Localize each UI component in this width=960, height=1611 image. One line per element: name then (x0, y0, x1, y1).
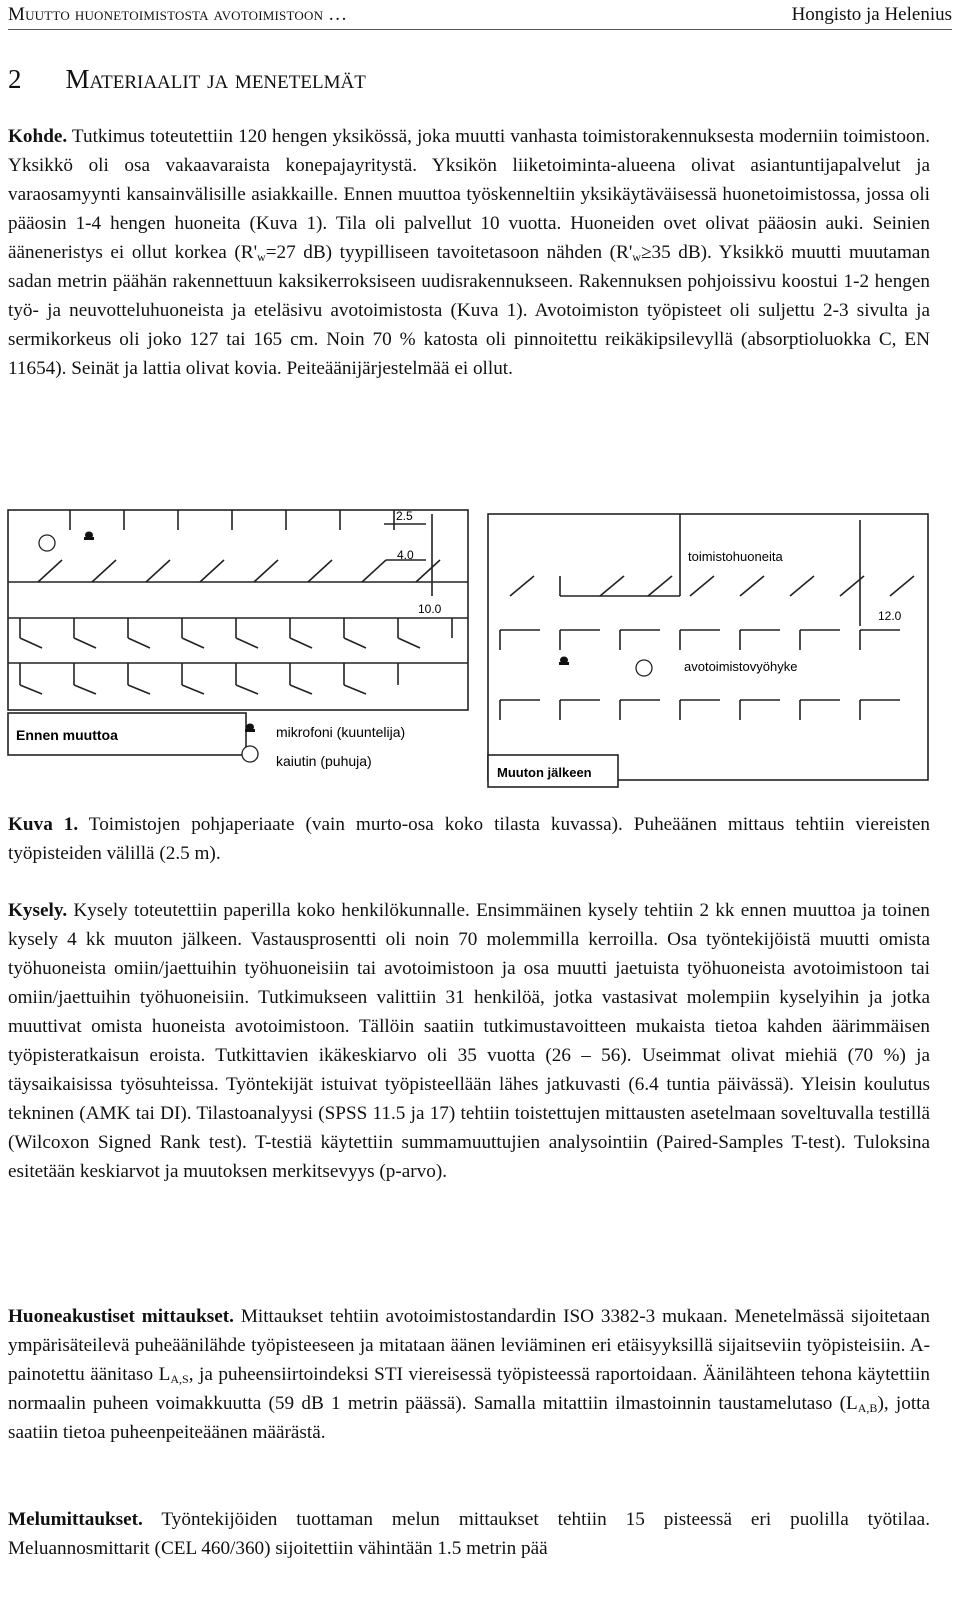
workstation-screens-row1 (500, 630, 900, 650)
microphone-icon (84, 532, 94, 541)
paragraph-text: =27 dB) tyypilliseen tavoitetasoon nähden (R' (265, 242, 633, 263)
paragraph-lead: Kysely. (8, 900, 68, 921)
paragraph-kysely (8, 896, 930, 1186)
section-title: Materiaalit ja menetelmät (65, 64, 366, 94)
dimension-label: 4.0 (397, 548, 414, 562)
dimension-label: 10.0 (418, 602, 442, 616)
workstation-screens-row2 (500, 700, 900, 720)
caption-lead: Kuva 1. (8, 814, 79, 835)
paragraph-huoneakustiset (8, 1302, 930, 1447)
speaker-icon (39, 535, 55, 551)
subscript: w (632, 250, 641, 264)
before-label: Ennen muuttoa (16, 727, 118, 743)
paragraph-lead: Huoneakustiset mittaukset. (8, 1306, 234, 1327)
legend-speaker-icon (242, 746, 258, 762)
subscript: A,S (170, 1372, 189, 1386)
paragraph-melumittaukset (8, 1505, 930, 1563)
door-swings-middle (20, 618, 452, 648)
legend-speaker-label: kaiutin (puhuja) (276, 753, 372, 769)
header-authors: Hongisto ja Helenius (791, 4, 952, 25)
paragraph-lead: Melumittaukset. (8, 1509, 143, 1530)
paragraph-text: Työntekijöiden tuottaman melun mittaukset tehtiin 15 pisteessä eri puolilla työtilaa. Meluannosmittarit (CEL 460/360) sijoitettiin vähintään 1.5 metrin pää (8, 1509, 930, 1559)
figure-caption (8, 810, 930, 868)
section-heading (8, 64, 366, 95)
header-title: Muutto huonetoimistosta avotoimistoon … (8, 4, 348, 25)
subscript: A,B (857, 1401, 878, 1415)
after-label: Muuton jälkeen (497, 765, 592, 780)
paragraph-text: Kysely toteutettiin paperilla koko henkilökunnalle. Ensimmäinen kysely tehtiin 2 kk ennen muuttoa ja toinen kysely 4 kk muuton jälkeen. Vastausprosentti oli noin 70 molemmilla kerroilla. Osa työntekijöistä muutti omista työhuoneista omiin/jaettuihin työhuoneisiin tai avotoimistoon ja osa muutti jaetuista työhuoneista avotoimistoon tai omiin/jaettuihin työhuoneisiin. Tutkimukseen valittiin 31 henkilöä, jotka vastasivat molempiin kyselyihin ja jotka muuttivat omista huoneista avotoimistoon. Tällöin saatiin tutkimustavoitteen mukaista tietoa kahden äärimmäisen työpisteratkaisun eroista. Tutkittavien ikäkeskiarvo oli 35 vuotta (26 – 56). Useimmat olivat miehiä (70 %) ja täysaikaisissa työsuhteissa. Työntekijät istuivat työpisteellään lähes jatkuvasti (6.4 tuntia päivässä). Yleisin koulutus tekninen (AMK tai DI). Tilastoanalyysi (SPSS 11.5 ja 17) tehtiin toistettujen mittausten asetelmaan soveltuvalla testillä (Wilcoxon Signed Rank test). T-testiä käytettiin summamuuttujien analysointiin (Paired-Samples T-test). Tuloksina esitetään keskiarvot ja muutoksen merkitsevyys (p-arvo). (8, 900, 930, 1182)
floor-plan-figure (0, 500, 960, 800)
left-plan-outline (8, 510, 468, 710)
dimension-label: 2.5 (396, 509, 413, 523)
paragraph-text: Tutkimus toteutettiin 120 hengen yksikössä, joka muutti vanhasta toimistorakennuksesta moderniin toimistoon. Yksikkö oli osa vakaavaraista konepajayritystä. Yksikön liiketoiminta-alueena olivat asiantuntijapalvelut ja varaosamyynti kansainvälisille asiakkaille. Ennen muuttoa työskenneltiin yksikäytäväisessä huonetoimistossa, jossa oli pääosin 1-4 hengen huoneita (Kuva 1). Tila oli palvellut 10 vuotta. Huoneiden ovet olivat pääosin auki. Seinien ääneneristys ei ollut korkea (R' (8, 126, 930, 263)
paragraph-text: ), jotta saatiin tietoa puheenpeiteäänen määrästä. (8, 1393, 930, 1443)
door-swings-bottom (20, 663, 398, 694)
paragraph-text: , ja puheensiirtoindeksi STI viereisessä työpisteessä raportoidaan. Äänilähteen tehona käytettiin normaalin puheen voimakkuutta (59 dB 1 metrin päässä). Samalla mitattiin ilmastoinnin taustamelutaso (L (8, 1364, 930, 1414)
paragraph-lead: Kohde. (8, 126, 68, 147)
dimension-label: 12.0 (878, 609, 902, 623)
section-number: 2 (8, 64, 22, 94)
paragraph-text: Mittaukset tehtiin avotoimistostandardin ISO 3382-3 mukaan. Menetelmässä sijoitetaan ympärisäteilevä puheäänilähde työpisteeseen ja mitataan äänen leviäminen eri etäisyyksillä sijaitseviin työpisteisiin. A-painotettu äänitaso L (8, 1306, 930, 1385)
room-partitions-top (70, 510, 394, 530)
paragraph-kohde (8, 122, 930, 383)
rooms-label: toimistohuoneita (688, 549, 783, 564)
microphone-icon (559, 657, 569, 666)
caption-text: Toimistojen pohjaperiaate (vain murto-osa koko tilasta kuvassa). Puheäänen mittaus tehtiin viereisten työpisteiden välillä (2.5 m). (8, 814, 930, 864)
open-office-label: avotoimistovyöhyke (684, 659, 798, 674)
speaker-icon (636, 660, 652, 676)
door-swings-right (510, 576, 914, 596)
legend-mic-label: mikrofoni (kuuntelija) (276, 724, 406, 740)
subscript: w (257, 250, 266, 264)
running-header (8, 0, 952, 30)
paragraph-text: ≥35 dB). Yksikkö muutti muutaman sadan metrin päähän rakennettuun kaksikerroksiseen uudisrakennukseen. Rakennuksen pohjoissivu koostui 1-2 hengen työ- ja neuvotteluhuoneista ja eteläsivu avotoimistosta (Kuva 1). Avotoimiston työpisteet oli suljettu 2-3 sivulta ja sermikorkeus oli joko 127 tai 165 cm. Noin 70 % katosta oli pinnoitettu reikäkipsilevyllä (absorptioluokka C, EN 11654). Seinät ja lattia olivat kovia. Peiteäänijärjestelmää ei ollut. (8, 242, 930, 379)
door-swings-top (38, 560, 440, 582)
